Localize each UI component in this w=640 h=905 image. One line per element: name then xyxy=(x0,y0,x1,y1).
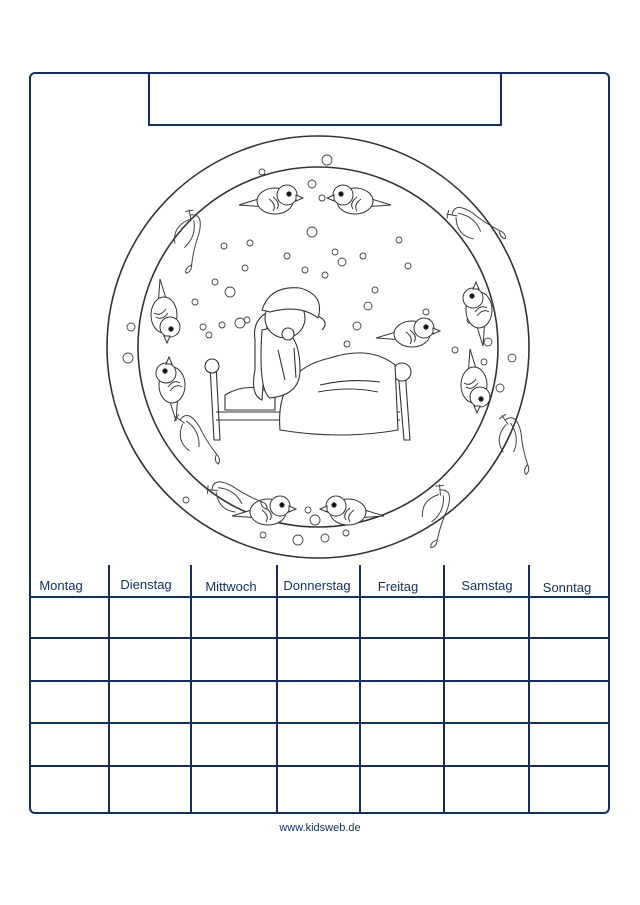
day-wednesday: Mittwoch xyxy=(205,579,257,594)
day-monday: Montag xyxy=(39,578,83,593)
day-thursday: Donnerstag xyxy=(283,578,351,593)
day-tuesday: Dienstag xyxy=(120,577,172,592)
day-sunday: Sonntag xyxy=(542,580,592,595)
day-friday: Freitag xyxy=(377,579,419,594)
footer-url[interactable]: www.kidsweb.de xyxy=(279,822,361,834)
day-saturday: Samstag xyxy=(461,578,513,593)
